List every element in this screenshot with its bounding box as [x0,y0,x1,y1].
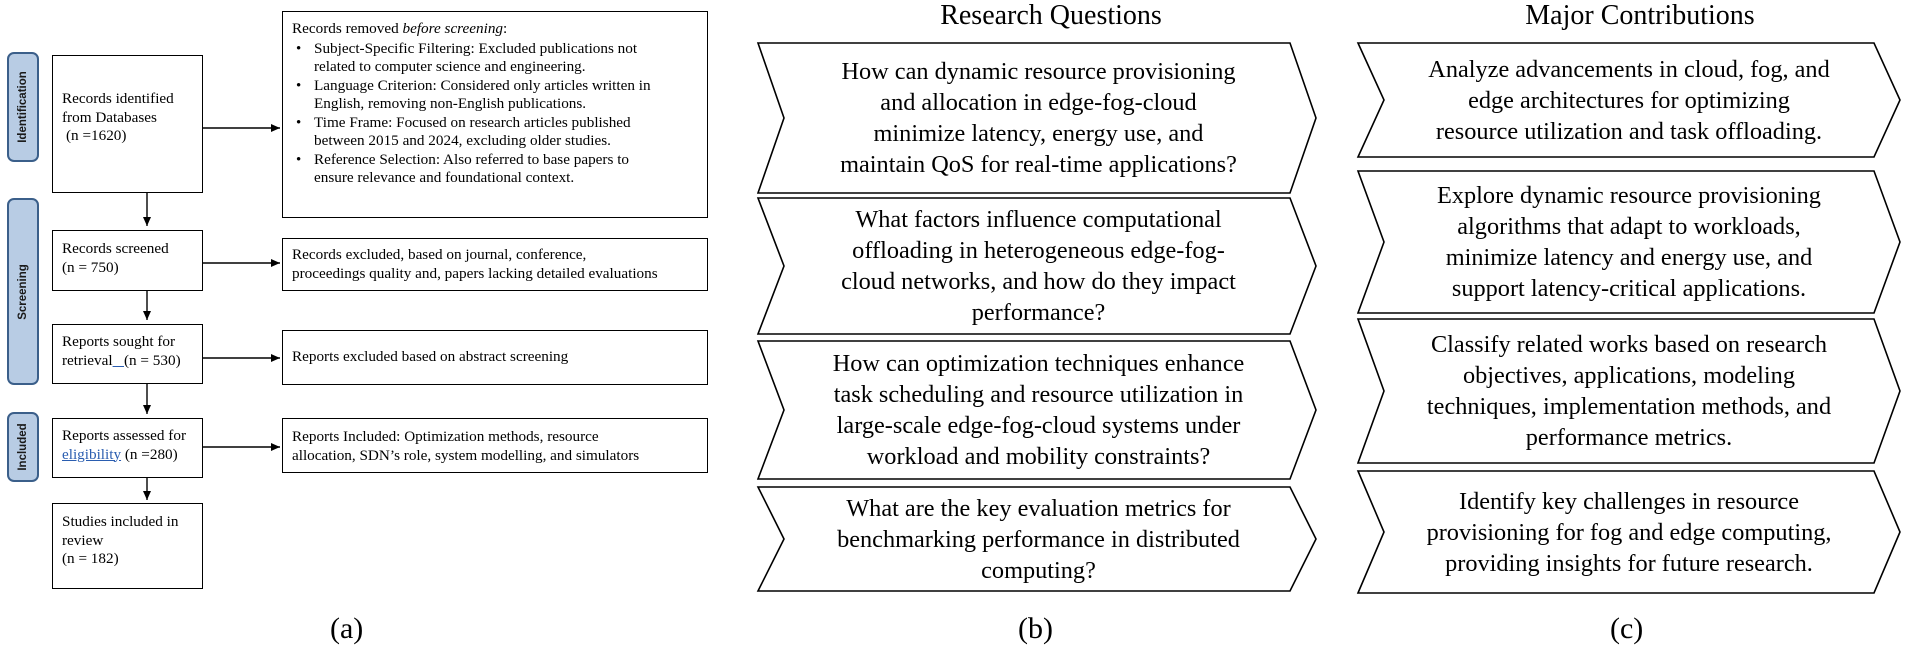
records-screened-line-2: (n = 750) [62,258,119,276]
records-screened-line-1: Records screened [62,240,169,257]
rq-line: offloading in heterogeneous edge-fog- [852,237,1225,264]
rq-line: How can optimization techniques enhance [832,350,1245,377]
records-identified-box [52,55,203,193]
studies-included-line-2: review [62,531,104,549]
reports-sought-line-1: Reports sought for [62,333,176,350]
records-excluded-box [282,238,708,291]
rq-line: large-scale edge-fog-cloud systems under [836,412,1241,439]
rq-line: cloud networks, and how do they impact [841,268,1236,295]
mc-line: performance metrics. [1525,424,1733,451]
records-screened-box [52,230,203,291]
rq-text-4 [784,486,1293,592]
mc-line: Analyze advancements in cloud, fog, and [1428,55,1830,83]
reports-included-line-2: allocation, SDN’s role, system modelling, and simulators [292,446,640,464]
rq-line: performance? [971,299,1106,326]
rq-text-3 [782,340,1295,480]
reports-assessed-line-2 [62,446,193,465]
rq-line: maintain QoS for real-time applications? [840,151,1237,178]
stage-included-label: Included [17,423,29,471]
reports-sought-line-2 [62,352,193,371]
reports-excluded-abstract-box [282,330,708,385]
stage-screening-label: Screening [17,263,29,320]
studies-included-box [52,503,203,589]
reports-assessed-box [52,418,203,478]
mc-text-3 [1382,318,1876,464]
reports-assessed-eligibility-word: eligibility [62,445,122,463]
mc-line: support latency-critical applications. [1451,275,1807,302]
rq-line: benchmarking performance in distributed [837,525,1240,553]
reports-assessed-count: (n =280) [121,445,178,463]
removed-bullet-line: English, removing non-English publications. [314,95,587,112]
rq-line: minimize latency, energy use, and [873,120,1204,147]
caption-c: (c) [1610,612,1644,645]
rq-line: computing? [981,556,1096,584]
mc-line: edge architectures for optimizing [1468,86,1790,114]
mc-line: Explore dynamic resource provisioning [1437,182,1821,209]
removed-bullet-subject [292,40,698,77]
rq-line: How can dynamic resource provisioning [841,58,1236,85]
records-identified-line-1: Records identified [62,90,174,107]
removed-bullet-line: • Time Frame: Focused on research articles published [314,113,631,131]
mc-text-1 [1382,42,1876,158]
stage-identification-label: Identification [17,71,29,143]
removed-bullet-line: between 2015 and 2024, excluding older studies. [314,132,611,149]
studies-included-line-3: (n = 182) [62,550,119,567]
mc-line: minimize latency and energy use, and [1445,244,1813,271]
records-removed-list [292,40,698,188]
reports-sought-underline [113,352,124,369]
mc-line: objectives, applications, modeling [1463,362,1795,389]
reports-sought-retrieval-word: retrieval [62,351,113,369]
removed-bullet-line: related to computer science and engineering. [314,58,586,75]
records-identified-line-3: (n =1620) [66,127,127,144]
studies-included-line-1: Studies included in [62,513,179,530]
records-removed-title [292,20,698,39]
research-questions-title: Research Questions [940,0,1162,31]
rq-line: What factors influence computational [855,206,1222,233]
reports-sought-count: (n = 530) [123,351,181,369]
rq-text-2 [784,197,1293,335]
rq-line: workload and mobility constraints? [866,443,1211,470]
reports-sought-box [52,324,203,384]
records-excluded-line-1: Records excluded, based on journal, conference, [292,246,587,263]
records-removed-title-em: before screening [402,20,504,37]
removed-bullet-line: • Subject-Specific Filtering: Excluded publications not [314,39,638,57]
mc-line: algorithms that adapt to workloads, [1457,213,1801,240]
rq-line: task scheduling and resource utilization in [833,381,1244,408]
removed-bullet-language [292,77,698,114]
mc-line: providing insights for future research. [1445,549,1813,577]
mc-line: Classify related works based on research [1430,331,1828,358]
removed-bullet-reference [292,151,698,188]
mc-line: Identify key challenges in resource [1458,487,1799,515]
mc-line: provisioning for fog and edge computing, [1426,518,1832,546]
caption-b: (b) [1018,612,1053,645]
reports-included-box [282,418,708,473]
mc-text-2 [1382,170,1876,314]
rq-line: What are the key evaluation metrics for [846,494,1231,522]
mc-line: techniques, implementation methods, and [1426,393,1832,420]
mc-text-4 [1382,470,1876,594]
records-excluded-line-2: proceedings quality and, papers lacking detailed evaluations [292,264,658,282]
caption-a: (a) [330,612,364,645]
removed-bullet-line: • Reference Selection: Also referred to base papers to [314,150,630,168]
removed-bullet-line: ensure relevance and foundational context. [314,169,575,186]
reports-assessed-line-1: Reports assessed for [62,427,187,444]
rq-line: and allocation in edge-fog-cloud [880,89,1197,116]
records-removed-title-prefix: Records removed [292,20,403,37]
major-contributions-title: Major Contributions [1525,0,1755,31]
records-removed-title-suffix: : [503,20,508,37]
records-identified-line-2: from Databases [62,108,157,126]
removed-bullet-timeframe [292,114,698,151]
reports-included-line-1: Reports Included: Optimization methods, resource [292,428,599,445]
rq-text-1 [784,42,1293,194]
removed-bullet-line: • Language Criterion: Considered only articles written in [314,76,651,94]
records-removed-box [282,11,708,218]
reports-excluded-abstract-line: Reports excluded based on abstract screening [292,348,569,365]
mc-line: resource utilization and task offloading. [1435,117,1823,145]
